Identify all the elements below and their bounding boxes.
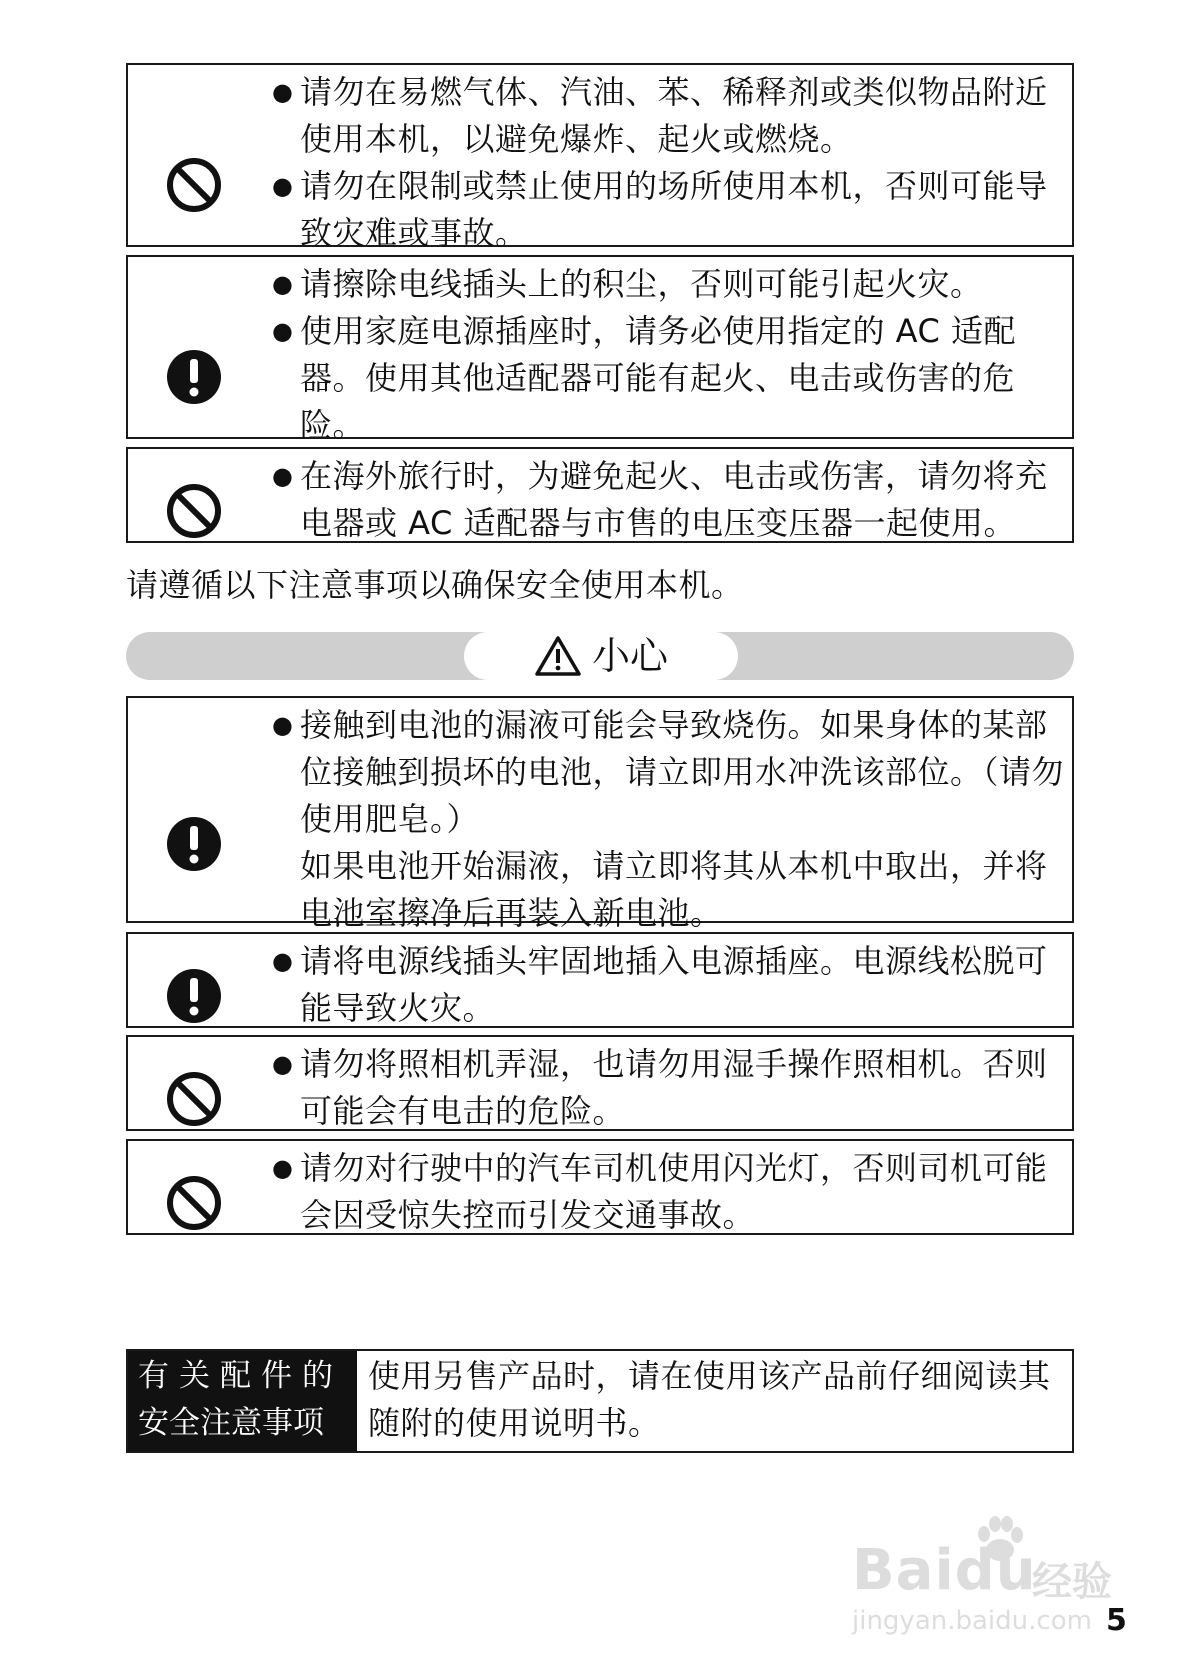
mandatory-icon	[166, 816, 222, 872]
caution-box-flash-driver	[126, 1139, 1074, 1235]
caution-box-battery-leak	[126, 696, 1074, 932]
prohibited-icon	[166, 1175, 222, 1231]
warning-triangle-icon	[534, 634, 582, 678]
mandatory-icon	[166, 968, 222, 1024]
list-item-continued: 如果电池开始漏液，请立即将其从本机中取出，并将电池室擦净后再装入新电池。	[300, 847, 1048, 932]
accessory-safety-notice	[126, 1349, 1074, 1453]
list-item: ● 请勿在易燃气体、汽油、苯、稀释剂或类似物品附近使用本机，以避免爆炸、起火或燃烧。	[272, 73, 1048, 158]
watermark-brand: Baidu	[852, 1538, 1037, 1603]
intro-line: 请遵循以下注意事项以确保安全使用本机。	[126, 566, 744, 604]
accessory-label	[128, 1351, 357, 1451]
mandatory-icon	[166, 349, 222, 405]
caution-box-power-plug	[126, 932, 1074, 1028]
list-item: ● 在海外旅行时，为避免起火、电击或伤害，请勿将充电器或 AC 适配器与市售的电压变压器一起使用。	[272, 457, 1048, 542]
warning-box-plug-dust	[126, 255, 1074, 444]
warning-box-flammable	[126, 63, 1074, 252]
watermark-url: jingyan.baidu.com	[852, 1606, 1092, 1636]
accessory-label-line1: 有关配件的	[138, 1358, 343, 1394]
accessory-text: 使用另售产品时，请在使用该产品前仔细阅读其随附的使用说明书。	[368, 1357, 1051, 1442]
caution-banner-pill	[464, 632, 738, 680]
caution-title: 小心	[591, 634, 668, 678]
list-item: ● 使用家庭电源插座时，请务必使用指定的 AC 适配器。使用其他适配器可能有起火、电击或伤害的危险。	[272, 312, 1017, 444]
prohibited-icon	[166, 1071, 222, 1127]
list-item: ● 请勿对行驶中的汽车司机使用闪光灯，否则司机可能会因受惊失控而引发交通事故。	[272, 1149, 1048, 1234]
prohibited-icon	[166, 157, 222, 213]
list-item: ● 接触到电池的漏液可能会导致烧伤。如果身体的某部位接触到损坏的电池，请立即用水冲洗该部位。（请勿使用肥皂。）	[272, 706, 1065, 838]
baidu-watermark	[852, 1510, 1132, 1640]
caution-box-wet-camera	[126, 1035, 1074, 1131]
watermark-cn: 经验	[1032, 1559, 1112, 1605]
warning-box-voltage-transformer	[126, 447, 1074, 543]
list-item: ● 请勿将照相机弄湿，也请勿用湿手操作照相机。否则可能会有电击的危险。	[272, 1045, 1048, 1130]
list-item: ● 请擦除电线插头上的积尘，否则可能引起火灾。	[272, 265, 983, 303]
accessory-label-line2: 安全注意事项	[138, 1405, 324, 1441]
list-item: ● 请将电源线插头牢固地插入电源插座。电源线松脱可能导致火灾。	[272, 942, 1048, 1027]
prohibited-icon	[166, 483, 222, 539]
list-item: ● 请勿在限制或禁止使用的场所使用本机，否则可能导致灾难或事故。	[272, 167, 1048, 252]
page-number: 5	[1106, 1603, 1127, 1638]
